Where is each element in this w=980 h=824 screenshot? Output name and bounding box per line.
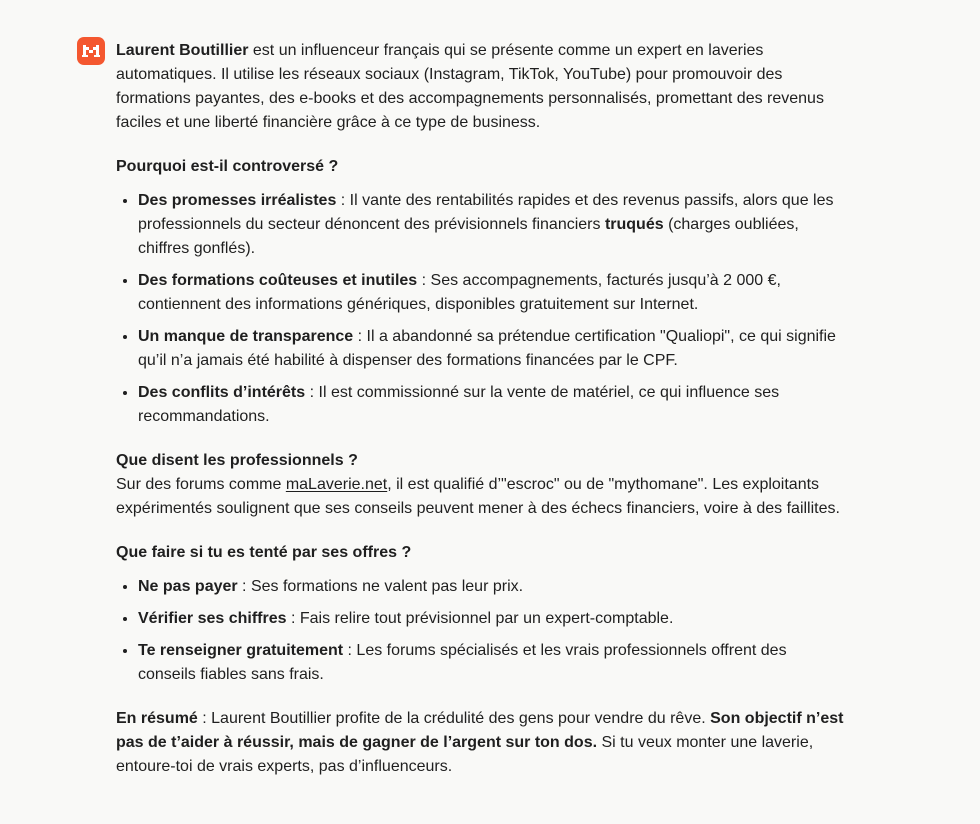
mistral-logo-icon <box>77 37 105 65</box>
list-item-text: : Il a abandonné sa prétendue certification "Qualiopi", ce qui signifie qu’il n’a jamais été habilité à dispenser des formations financées par le CPF. <box>138 328 836 369</box>
list-item-text: : Les forums spécialisés et les vrais professionnels offrent des conseils fiables sans frais. <box>138 642 787 683</box>
list-item-text: : Ses accompagnements, facturés jusqu’à 2 000 €, contiennent des informations génériques, disponibles gratuitement sur Internet. <box>138 272 781 313</box>
list-item <box>138 607 846 631</box>
list-item <box>138 381 846 429</box>
list-item-title: Te renseigner gratuitement <box>138 642 344 659</box>
section-heading-text: Pourquoi est-il controversé ? <box>116 158 339 175</box>
intro-text: est un influenceur français qui se présente comme un expert en laveries automatiques. Il utilise les réseaux sociaux (Instagram, TikTok, YouTube) pour promouvoir des formations payantes, des e-books et des accompagnements personnalisés, promettant des revenus faciles et une liberté financière grâce à ce type de business. <box>116 42 824 131</box>
summary-label: En résumé <box>116 710 198 727</box>
list-item-text: : Il vante des rentabilités rapides et des revenus passifs, alors que les professionnels du secteur dénoncent des prévisionnels financiers <box>138 192 834 233</box>
paragraph-text: Sur des forums comme <box>116 476 286 493</box>
list-item-title: Des formations coûteuses et inutiles <box>138 272 418 289</box>
controversy-list <box>116 189 846 429</box>
list-item-title: Un manque de transparence <box>138 328 354 345</box>
list-item-text: : Ses formations ne valent pas leur prix. <box>237 578 524 595</box>
advice-list <box>116 575 846 687</box>
list-item-text: : Fais relire tout prévisionnel par un expert-comptable. <box>286 610 674 627</box>
list-item <box>138 189 846 261</box>
list-item-title: Ne pas payer <box>138 578 238 595</box>
professionals-paragraph <box>116 449 846 521</box>
section-heading-professionals: Que disent les professionnels ? <box>116 452 358 469</box>
list-item <box>138 639 846 687</box>
summary-emphasis: Son objectif n’est pas de t’aider à réussir, mais de gagner de l’argent sur ton dos. <box>116 710 844 751</box>
intro-paragraph <box>116 39 846 135</box>
paragraph-text: , il est qualifié d’"escroc" ou de "mythomane". Les exploitants expérimentés soulignent que ses conseils peuvent mener à des échecs financiers, voire à des faillites. <box>116 476 840 517</box>
summary-text: : Laurent Boutillier profite de la crédulité des gens pour vendre du rêve. <box>197 710 711 727</box>
list-item-emphasis: truqués <box>604 216 664 233</box>
list-item-title: Vérifier ses chiffres <box>138 610 287 627</box>
list-item-text: (charges oubliées, chiffres gonflés). <box>138 216 799 257</box>
section-heading-text: Que faire si tu es tenté par ses offres ? <box>116 544 412 561</box>
section-heading-advice <box>116 541 846 565</box>
list-item-text: : Il est commissionné sur la vente de matériel, ce qui influence ses recommandations. <box>138 384 780 425</box>
list-item-title: Des promesses irréalistes <box>138 192 337 209</box>
list-item <box>138 575 846 599</box>
message-content <box>116 39 846 779</box>
summary-paragraph <box>116 707 846 779</box>
person-name: Laurent Boutillier <box>116 42 249 59</box>
list-item-title: Des conflits d’intérêts <box>138 384 306 401</box>
section-heading-controversy <box>116 155 846 179</box>
summary-text: Si tu veux monter une laverie, entoure-toi de vrais experts, pas d’influenceurs. <box>116 734 814 775</box>
list-item <box>138 269 846 317</box>
mistral-logo-glyph <box>82 44 100 58</box>
malaverie-link[interactable]: maLaverie.net <box>285 476 388 493</box>
list-item <box>138 325 846 373</box>
